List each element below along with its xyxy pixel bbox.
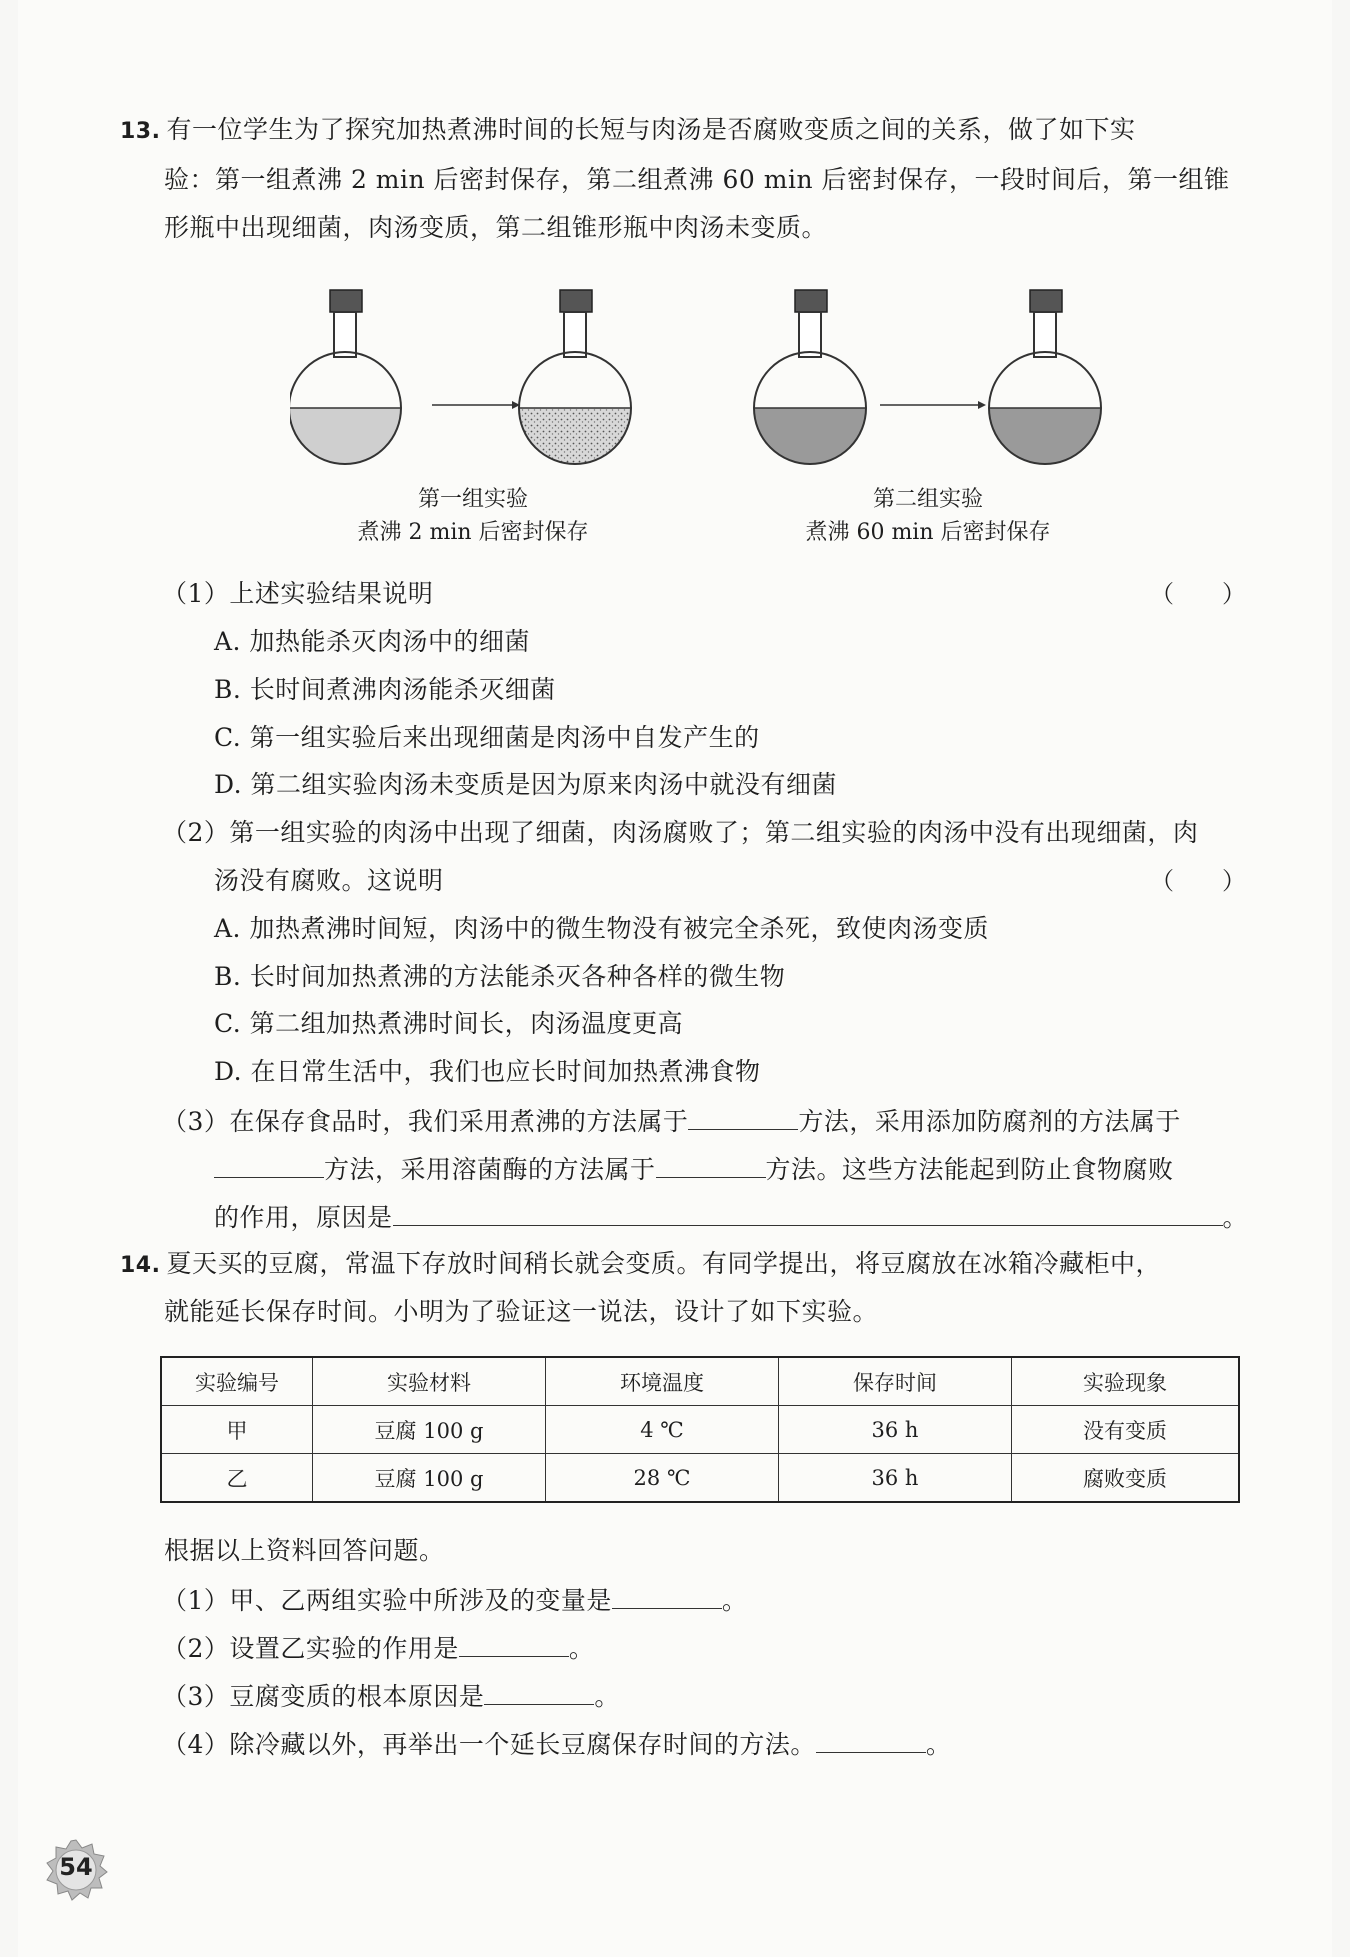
table-cell: 36 h (779, 1406, 1012, 1454)
experiment-table (160, 1356, 1240, 1503)
group2-desc: 煮沸 60 min 后密封保存 (805, 520, 1051, 545)
flask-1-icon (290, 290, 410, 478)
q13-sub2-stem-1: （2）第一组实验的肉汤中出现了细菌，肉汤腐败了；第二组实验的肉汤中没有出现细菌，肉 (162, 818, 1199, 847)
q13-sub3-line-3: 的作用，原因是 。 (214, 1199, 1248, 1235)
blank-3[interactable] (656, 1151, 766, 1178)
q13-sub1-option-d[interactable]: D. 第二组实验肉汤未变质是因为原来肉汤中就没有细菌 (214, 770, 838, 799)
table-header: 实验材料 (313, 1357, 546, 1406)
table-cell: 豆腐 100 g (313, 1454, 546, 1503)
q14-sub3: （3）豆腐变质的根本原因是 。 (162, 1678, 620, 1714)
blank-7[interactable] (484, 1678, 594, 1705)
q13-sub2-option-a[interactable]: A. 加热煮沸时间短，肉汤中的微生物没有被完全杀死，致使肉汤变质 (214, 914, 989, 943)
q14-line-1: 14. 夏天买的豆腐，常温下存放时间稍长就会变质。有同学提出，将豆腐放在冰箱冷藏柜中， (120, 1249, 1161, 1278)
q13-sub3-line-1: （3）在保存食品时，我们采用煮沸的方法属于 方法，采用添加防腐剂的方法属于 (162, 1103, 1181, 1139)
q13-sub2-option-c[interactable]: C. 第二组加热煮沸时间长，肉汤温度更高 (214, 1009, 684, 1038)
table-cell: 乙 (161, 1454, 313, 1503)
table-header: 实验编号 (161, 1357, 313, 1406)
q13-line-1 (120, 113, 1136, 149)
table-row (161, 1454, 1239, 1503)
q14-lead: 根据以上资料回答问题。 (164, 1536, 445, 1565)
q13-sub2-stem-2: 汤没有腐败。这说明 (214, 866, 444, 895)
table-header: 实验现象 (1012, 1357, 1240, 1406)
q13-sub3-line-2: 方法，采用溶菌酶的方法属于 方法。这些方法能起到防止食物腐败 (214, 1151, 1174, 1187)
q14-sub1: （1）甲、乙两组实验中所涉及的变量是 。 (162, 1582, 747, 1618)
group1-title: 第一组实验 (417, 487, 528, 512)
blank-2[interactable] (214, 1151, 324, 1178)
table-cell: 豆腐 100 g (313, 1406, 546, 1454)
group1-desc: 煮沸 2 min 后密封保存 (357, 520, 589, 545)
q13-sub2-option-b[interactable]: B. 长时间加热煮沸的方法能杀灭各种各样的微生物 (214, 962, 786, 991)
blank-6[interactable] (459, 1630, 569, 1657)
flask-4-icon (985, 290, 1105, 478)
q13-sub2-option-d[interactable]: D. 在日常生活中，我们也应长时间加热煮沸食物 (214, 1057, 761, 1086)
q13-sub1-answer-paren[interactable]: （ ） (1150, 580, 1246, 608)
q13-sub1-option-a[interactable]: A. 加热能杀灭肉汤中的细菌 (214, 627, 530, 656)
q14-number: 14. (120, 1253, 161, 1278)
page-number: 54 (59, 1853, 93, 1881)
table-cell: 28 ℃ (546, 1454, 779, 1503)
flask-2-icon (515, 290, 635, 478)
table-cell: 没有变质 (1012, 1406, 1240, 1454)
blank-8[interactable] (816, 1726, 926, 1753)
q13-line-2: 验：第一组煮沸 2 min 后密封保存，第二组煮沸 60 min 后密封保存，一段时间后，第一组锥 (164, 165, 1230, 194)
table-row (161, 1406, 1239, 1454)
blank-4[interactable] (393, 1199, 1223, 1226)
table-cell: 腐败变质 (1012, 1454, 1240, 1503)
q13-line-3: 形瓶中出现细菌，肉汤变质，第二组锥形瓶中肉汤未变质。 (164, 213, 828, 242)
table-header: 保存时间 (779, 1357, 1012, 1406)
blank-1[interactable] (688, 1103, 798, 1130)
q13-sub1-option-c[interactable]: C. 第一组实验后来出现细菌是肉汤中自发产生的 (214, 723, 760, 752)
table-header: 环境温度 (546, 1357, 779, 1406)
table-cell: 36 h (779, 1454, 1012, 1503)
table-header-row (161, 1357, 1239, 1406)
q14-sub4: （4）除冷藏以外，再举出一个延长豆腐保存时间的方法。 。 (162, 1726, 951, 1762)
flask-3-icon (750, 290, 870, 478)
flask-experiment-figure (290, 280, 1130, 480)
blank-5[interactable] (612, 1582, 722, 1609)
q13-sub2-answer-paren[interactable]: （ ） (1150, 867, 1246, 895)
q13-number: 13. (120, 119, 161, 144)
q13-sub1-option-b[interactable]: B. 长时间煮沸肉汤能杀灭细菌 (214, 675, 556, 704)
q13-intro-1: 有一位学生为了探究加热煮沸时间的长短与肉汤是否腐败变质之间的关系，做了如下实 (166, 115, 1136, 144)
table-cell: 4 ℃ (546, 1406, 779, 1454)
q14-line-2: 就能延长保存时间。小明为了验证这一说法，设计了如下实验。 (164, 1297, 879, 1326)
table-cell: 甲 (161, 1406, 313, 1454)
group2-title: 第二组实验 (872, 487, 983, 512)
q13-sub1-stem: （1）上述实验结果说明 (162, 579, 434, 608)
q14-sub2: （2）设置乙实验的作用是 。 (162, 1630, 594, 1666)
